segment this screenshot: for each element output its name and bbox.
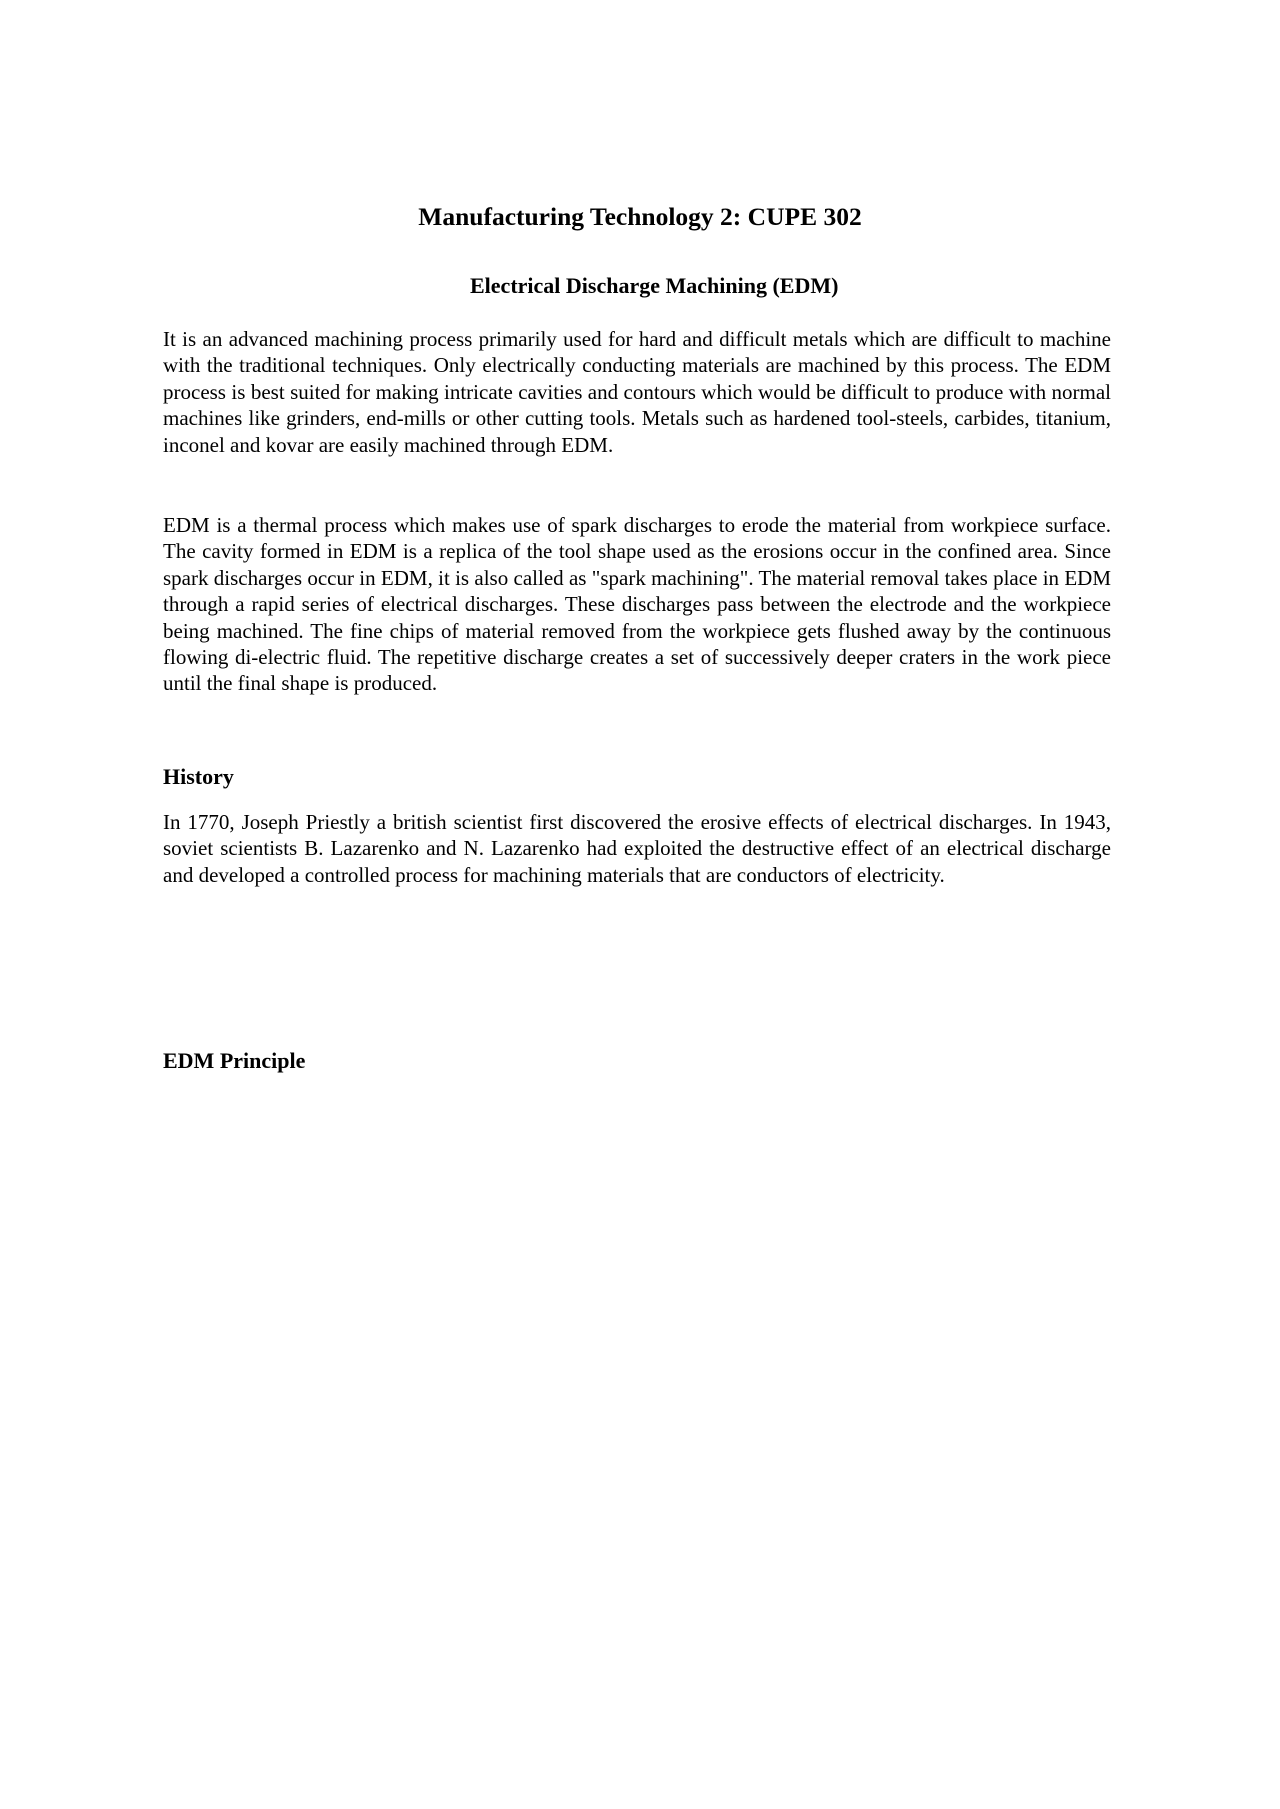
document-subtitle: Electrical Discharge Machining (EDM) [470, 273, 839, 298]
process-paragraph: EDM is a thermal process which makes use of spark discharges to erode the material from workpiece surface. The cavity formed in EDM is a replica of the tool shape used as the erosions occur in the confined area. Since spark discharges occur in EDM, it is also called as "spark machining". The material removal takes place in EDM through a rapid series of electrical discharges. These discharges pass between the electrode and the workpiece being machined. The fine chips of material removed from the workpiece gets flushed away by the continuous flowing di-electric fluid. The repetitive discharge creates a set of successively deeper craters in the work piece until the final shape is produced. [163, 513, 1111, 696]
history-paragraph: In 1770, Joseph Priestly a british scientist first discovered the erosive effects of electrical discharges. In 1943, soviet scientists B. Lazarenko and N. Lazarenko had exploited the destructive effect of an electrical discharge and developed a controlled process for machining materials that are conductors of electricity. [163, 810, 1111, 887]
history-heading: History [163, 764, 234, 789]
intro-paragraph: It is an advanced machining process primarily used for hard and difficult metals which are difficult to machine with the traditional techniques. Only electrically conducting materials are machined by this process. The EDM process is best suited for making intricate cavities and contours which would be difficult to produce with normal machines like grinders, end-mills or other cutting tools. Metals such as hardened tool-steels, carbides, titanium, inconel and kovar are easily machined through EDM. [163, 327, 1111, 457]
principle-heading: EDM Principle [163, 1048, 306, 1073]
document-title: Manufacturing Technology 2: CUPE 302 [418, 202, 862, 231]
